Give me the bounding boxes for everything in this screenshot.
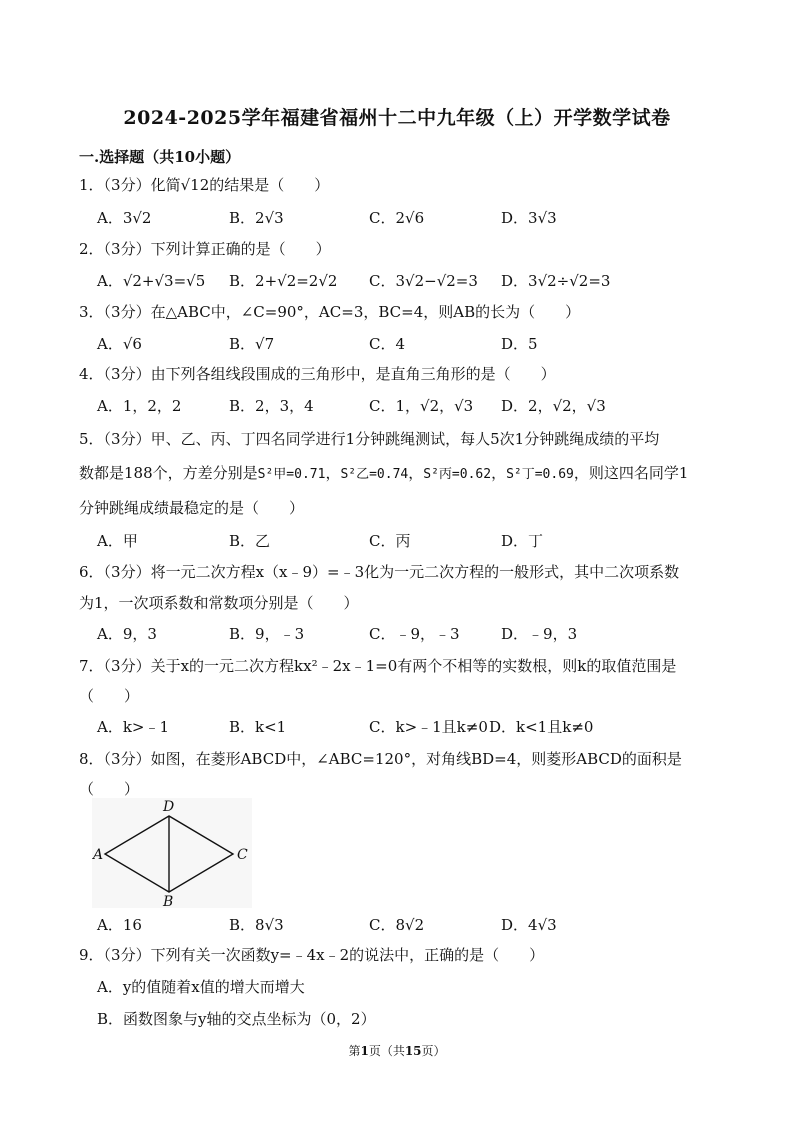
option-a: A．3√2 xyxy=(97,209,152,227)
stem-text: 数都是188个，方差分别是 xyxy=(79,464,258,482)
label-c: C xyxy=(237,847,248,863)
option-a: A．甲 xyxy=(97,532,138,550)
page-title: 2024-2025学年福建省福州十二中九年级（上）开学数学试卷 xyxy=(123,107,671,129)
variance-jia: S²甲=0.71 xyxy=(257,467,326,482)
option-b: B．√7 xyxy=(229,335,275,353)
option-c: C．2√6 xyxy=(369,209,425,227)
question-8-stem-line1: 8．（3分）如图，在菱形ABCD中，∠ABC=120°，对角线BD=4，则菱形ABCD的面积是 xyxy=(79,750,682,768)
total-page-number: 15 xyxy=(404,1044,422,1058)
option-a: A．16 xyxy=(97,916,142,934)
section-heading: 一.选择题（共10小题） xyxy=(79,148,241,166)
question-7-options xyxy=(97,716,737,738)
option-a: A．k>﹣1 xyxy=(97,718,170,736)
question-6-stem-line1: 6．（3分）将一元二次方程x（x﹣9）=﹣3化为一元二次方程的一般形式，其中二次项系数 xyxy=(79,563,680,581)
option-d: D．3√3 xyxy=(501,209,557,227)
option-d: D．3√2÷√2=3 xyxy=(501,272,611,290)
footer-prefix: 第 xyxy=(348,1044,361,1058)
question-4-stem: 4．（3分）由下列各组线段围成的三角形中，是直角三角形的是（ ） xyxy=(79,365,556,383)
question-6-stem-line2: 为1，一次项系数和常数项分别是（ ） xyxy=(79,594,359,612)
current-page-number: 1 xyxy=(360,1044,369,1058)
option-d: D．﹣9，3 xyxy=(501,625,578,643)
question-4-options xyxy=(97,395,737,417)
question-5-options xyxy=(97,530,737,552)
footer-middle: 页（共 xyxy=(368,1044,405,1058)
variance-ding: S²丁=0.69 xyxy=(506,467,574,482)
question-3-options xyxy=(97,333,737,355)
option-b: B．2，3，4 xyxy=(229,397,314,415)
option-b: B．k<1 xyxy=(229,718,287,736)
option-d: D．2，√2，√3 xyxy=(501,397,606,415)
question-7-stem-line2: （ ） xyxy=(79,687,140,705)
rhombus-figure xyxy=(92,798,252,908)
option-a: A．9，3 xyxy=(97,625,157,643)
option-c: C．﹣9，﹣3 xyxy=(369,625,460,643)
question-2-options xyxy=(97,270,737,292)
option-b: B．函数图象与y轴的交点坐标为（0，2） xyxy=(97,1010,376,1028)
question-8-stem-line2: （ ） xyxy=(79,780,140,798)
option-a: A．y的值随着x值的增大而增大 xyxy=(97,978,305,996)
option-a: A．√6 xyxy=(97,335,142,353)
option-a: A．1，2，2 xyxy=(97,397,182,415)
option-b: B．8√3 xyxy=(229,916,284,934)
option-c: C．1，√2，√3 xyxy=(369,397,474,415)
label-a: A xyxy=(93,847,104,863)
question-5-stem-line1: 5．（3分）甲、乙、丙、丁四名同学进行1分钟跳绳测试，每人5次1分钟跳绳成绩的平均 xyxy=(79,430,660,448)
option-c: C．丙 xyxy=(369,532,411,550)
question-1-options xyxy=(97,207,737,229)
question-7-stem-line1: 7．（3分）关于x的一元二次方程kx²﹣2x﹣1=0有两个不相等的实数根，则k的取值范围是 xyxy=(79,657,677,675)
question-1-stem: 1．（3分）化简√12的结果是（ ） xyxy=(79,176,330,194)
label-b: B xyxy=(163,894,174,908)
question-5-stem-line3: 分钟跳绳成绩最稳定的是（ ） xyxy=(79,499,305,517)
label-d: D xyxy=(163,799,175,815)
question-9-stem: 9．（3分）下列有关一次函数y=﹣4x﹣2的说法中，正确的是（ ） xyxy=(79,946,545,964)
option-d: D．k<1且k≠0 xyxy=(489,718,594,736)
page-footer xyxy=(0,1042,794,1059)
option-d: D．4√3 xyxy=(501,916,557,934)
stem-text: ，则这四名同学1 xyxy=(573,464,689,482)
variance-bing: S²丙=0.62 xyxy=(423,467,492,482)
option-a: A．√2+√3=√5 xyxy=(97,272,206,290)
option-d: D．5 xyxy=(501,335,538,353)
option-c: C．3√2−√2=3 xyxy=(369,272,478,290)
option-d: D．丁 xyxy=(501,532,544,550)
question-3-stem: 3．（3分）在△ABC中，∠C=90°，AC=3，BC=4，则AB的长为（ ） xyxy=(79,303,581,321)
variance-yi: S²乙=0.74 xyxy=(340,467,409,482)
option-b: B．2√3 xyxy=(229,209,284,227)
option-c: C．8√2 xyxy=(369,916,425,934)
question-6-options xyxy=(97,623,737,645)
option-c: C．4 xyxy=(369,335,406,353)
option-b: B．乙 xyxy=(229,532,271,550)
option-b: B．9，﹣3 xyxy=(229,625,305,643)
option-c: C．k>﹣1且k≠0 xyxy=(369,718,488,736)
question-2-stem: 2．（3分）下列计算正确的是（ ） xyxy=(79,240,331,258)
question-8-options xyxy=(97,914,737,936)
option-b: B．2+√2=2√2 xyxy=(229,272,338,290)
footer-suffix: 页） xyxy=(421,1044,446,1058)
question-5-stem-line2: 数都是188个，方差分别是S²甲=0.71，S²乙=0.74，S²丙=0.62，S²丁=0.69，则这四名同学1 xyxy=(79,464,689,482)
